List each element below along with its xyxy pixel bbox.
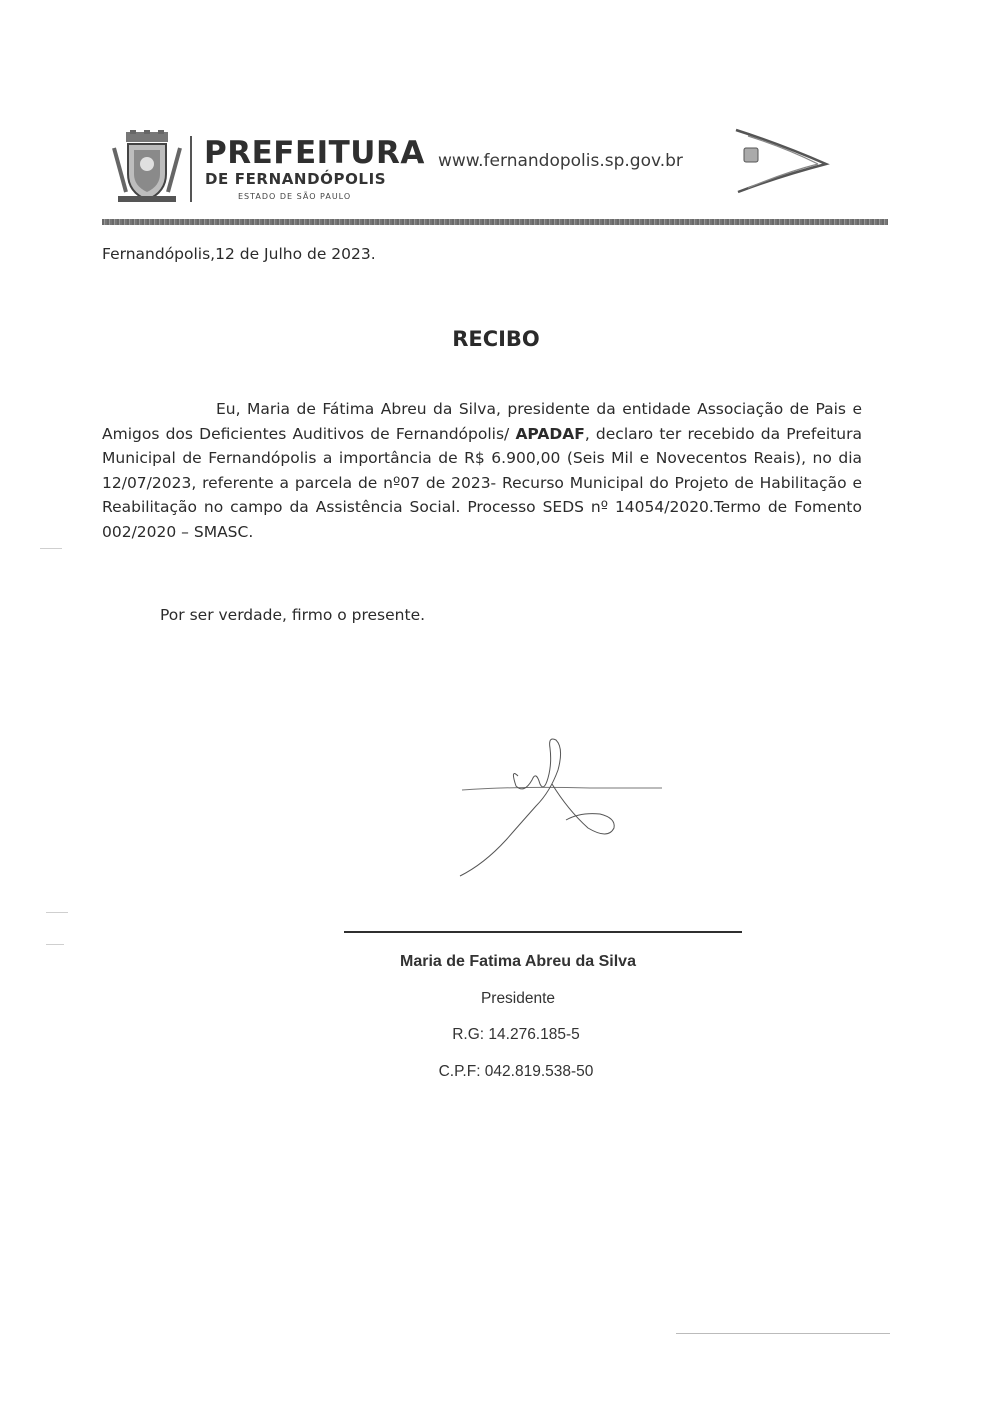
scan-artifact bbox=[46, 944, 64, 945]
paragraph-bold-acronym: APADAF bbox=[515, 424, 585, 443]
closing-line: Por ser verdade, firmo o presente. bbox=[160, 606, 426, 624]
signer-role: Presidente bbox=[480, 990, 556, 1007]
scan-artifact bbox=[40, 548, 62, 549]
municipal-crest-icon bbox=[112, 130, 182, 206]
paragraph-text-1: Eu, Maria de Fátima Abreu da Silva, presidente da entidade Associação de Pais e Amigos dos Deficientes Auditivos de Fernandópolis/ bbox=[102, 400, 862, 443]
scan-artifact bbox=[676, 1333, 890, 1334]
brand-subtitle: DE FERNANDÓPOLIS bbox=[205, 170, 387, 188]
receipt-paragraph bbox=[102, 397, 862, 545]
signer-cpf: C.P.F: 042.819.538-50 bbox=[438, 1063, 594, 1080]
paragraph-text-2: , declaro ter recebido da Prefeitura Municipal de Fernandópolis a importância de R$ 6.900,00 (Seis Mil e Novecentos Reais), no dia 12/07/2023, referente a parcela de nº07 de 2023- Recurso Municipal do Projeto de Habilitação e Reabilitação no campo da Assistência Social. Processo SEDS nº 14054/2020.Termo de Fomento 002/2020 – SMASC. bbox=[102, 424, 862, 541]
date-line: Fernandópolis,12 de Julho de 2023. bbox=[102, 245, 376, 263]
brand-title: PREFEITURA bbox=[204, 135, 425, 171]
signature-line bbox=[344, 931, 742, 933]
signer-name: Maria de Fatima Abreu da Silva bbox=[400, 953, 636, 970]
brand-state: ESTADO DE SÃO PAULO bbox=[238, 192, 352, 201]
document-title: RECIBO bbox=[452, 327, 540, 351]
signer-rg: R.G: 14.276.185-5 bbox=[452, 1026, 580, 1043]
header-rule bbox=[102, 219, 888, 225]
handwritten-signature bbox=[440, 728, 680, 888]
header-divider bbox=[190, 136, 192, 202]
municipal-flag-icon bbox=[730, 126, 830, 196]
website-text: www.fernandopolis.sp.gov.br bbox=[438, 151, 683, 171]
scan-artifact bbox=[46, 912, 68, 913]
